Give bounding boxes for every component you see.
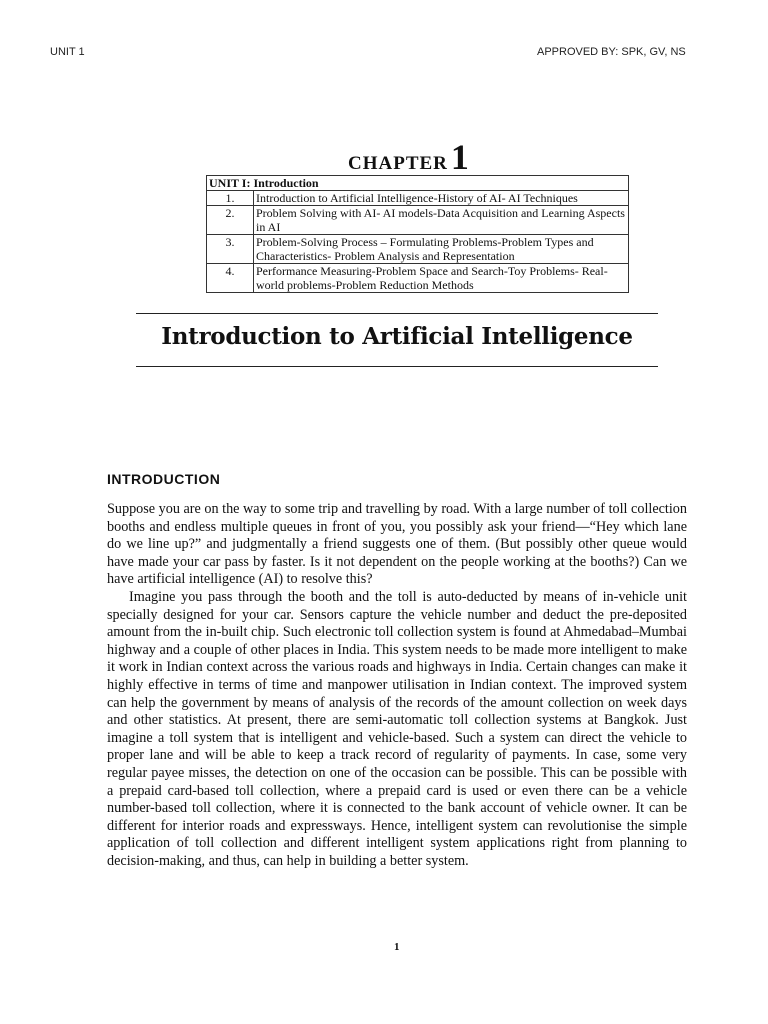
- unit-contents-table: [206, 175, 629, 293]
- row-number: 4.: [207, 264, 254, 293]
- table-row: [207, 264, 629, 293]
- header-unit-label: UNIT 1: [50, 46, 85, 58]
- section-heading: INTRODUCTION: [107, 471, 221, 487]
- chapter-heading: [348, 136, 469, 178]
- row-number: 2.: [207, 206, 254, 235]
- table-row: [207, 206, 629, 235]
- title-top-rule: [136, 313, 658, 314]
- paragraph: Imagine you pass through the booth and the toll is auto-deducted by means of in-vehicle unit specially designed for your car. Sensors capture the vehicle number and deduct the pre-deposited amount from the in-built chip. Such electronic toll collection system is found at Ahmedabad–Mumbai highway and a couple of other places in India. This system needs to be made more intelligent to make it work in Indian context across the various roads and highways in India. Certain changes can make it highly effective in terms of time and manpower utilisation in Indian context. The improved system can help the government by means of analysis of the records of the amount collection on week days and other statistics. At present, there are semi-automatic toll collection systems at Bangkok. Just imagine a toll system that is intelligent and vehicle-based. Such a system can direct the vehicle to proper lane and will be able to keep a track record of regularity of payments. In case, some very regular payee misses, the detection on one of the occasion can be possible. This can be possible with a prepaid card-based toll collection, where a prepaid card is used or even there can be a vehicle number-based toll collection, where it is connected to the bank account of vehicle owner. It can be different for interior roads and expressways. Hence, intelligent system can revolutionise the simple application of toll collection and different intelligent system applications right from planning to decision-making, and thus, can help in building a better system.: [107, 588, 687, 869]
- table-title: UNIT I: Introduction: [207, 176, 629, 191]
- title-bottom-rule: [136, 366, 658, 367]
- paragraph: Suppose you are on the way to some trip and travelling by road. With a large number of toll collection booths and endless multiple queues in front of you, you possibly ask your friend—“Hey which lane do we line up?” and judgmentally a friend suggests one of them. (But possibly other queue would have made your car pass by faster. Is it not dependent on the people working at the booths?) Can we have artificial intelligence (AI) to resolve this?: [107, 501, 687, 588]
- table-header-row: [207, 176, 629, 191]
- row-number: 1.: [207, 191, 254, 206]
- page-title: Introduction to Artificial Intelligence: [161, 323, 633, 350]
- table-row: [207, 191, 629, 206]
- chapter-number: 1: [450, 137, 469, 177]
- page-number: 1: [394, 941, 400, 953]
- row-topic: Problem Solving with AI- AI models-Data Acquisition and Learning Aspects in AI: [254, 206, 629, 235]
- row-number: 3.: [207, 235, 254, 264]
- header-approval-label: APPROVED BY: SPK, GV, NS: [537, 46, 686, 58]
- chapter-word: CHAPTER: [348, 153, 448, 174]
- row-topic: Introduction to Artificial Intelligence-History of AI- AI Techniques: [254, 191, 629, 206]
- row-topic: Problem-Solving Process – Formulating Problems-Problem Types and Characteristics- Problem Analysis and Representation: [254, 235, 629, 264]
- row-topic: Performance Measuring-Problem Space and Search-Toy Problems- Real-world problems-Problem Reduction Methods: [254, 264, 629, 293]
- body-text: [107, 501, 687, 870]
- table-row: [207, 235, 629, 264]
